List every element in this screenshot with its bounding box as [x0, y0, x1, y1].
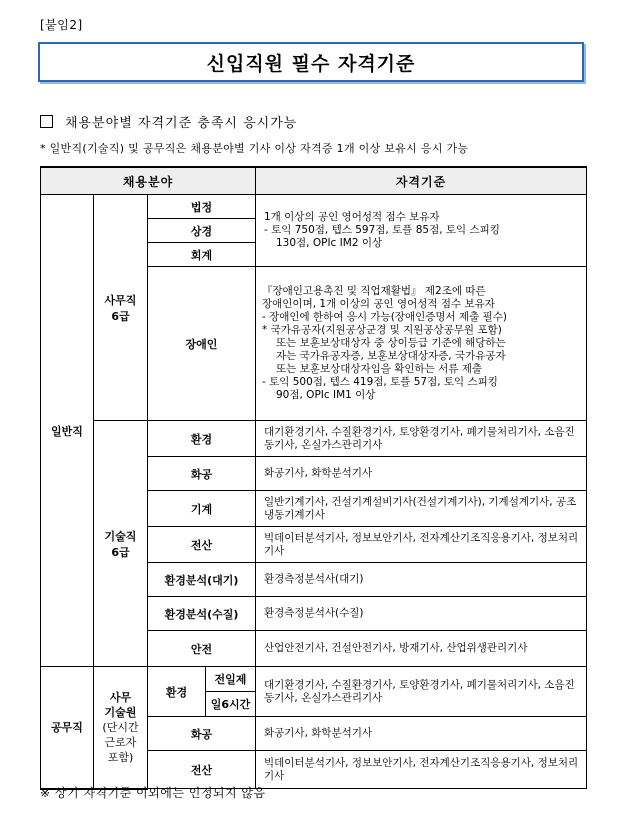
field-computing: 전산 [148, 527, 256, 563]
page-title-text: 신입직원 필수 자격기준 [206, 52, 416, 75]
criteria-line: 또는 보훈보상대상자 중 상이등급 기준에 해당하는 [276, 337, 506, 349]
subgroup-tech [94, 421, 148, 667]
office-label-1: 사무직 [104, 293, 137, 307]
header-field: 채용분야 [41, 167, 256, 195]
criteria-public-env: 대기환경기사, 수질환경기사, 토양환경기사, 폐기물처리기사, 소음진동기사, 온실가스관리기사 [256, 667, 587, 717]
criteria-public-chemical: 화공기사, 화학분석기사 [256, 717, 587, 751]
field-public-env-fulltime: 전일제 [206, 667, 256, 692]
criteria-line: 130점, OPIc IM2 이상 [276, 237, 383, 249]
criteria-line: 1개 이상의 공인 영어성적 점수 보유자 [264, 211, 440, 223]
field-commerce: 상경 [148, 219, 256, 243]
field-mechanical: 기계 [148, 491, 256, 527]
field-env-analysis-air: 환경분석(대기) [148, 563, 256, 597]
field-public-chemical: 화공 [148, 717, 256, 751]
subheading [40, 112, 297, 131]
page-title [38, 42, 584, 82]
criteria-disabled [256, 267, 587, 421]
criteria-mechanical: 일반기계기사, 건설기계설비기사(건설기계기사), 기계설계기사, 공조냉동기계기사 [256, 491, 587, 527]
office-label-2: 6급 [111, 309, 130, 323]
field-accounting: 회계 [148, 243, 256, 267]
header-criteria: 자격기준 [256, 167, 587, 195]
field-law: 법정 [148, 195, 256, 219]
criteria-line: - 장애인에 한하여 응시 가능(장애인증명서 제출 필수) [262, 311, 508, 323]
subheading-text: 채용분야별 자격기준 충족시 응시가능 [65, 116, 298, 131]
field-env-analysis-water: 환경분석(수질) [148, 597, 256, 631]
public-label-1: 사무 [109, 690, 132, 704]
field-public-computing: 전산 [148, 751, 256, 789]
table-row [41, 667, 587, 692]
eligibility-note: * 일반직(기술직) 및 공무직은 채용분야별 기사 이상 자격증 1개 이상 보유시 응시 가능 [40, 142, 469, 155]
criteria-environment: 대기환경기사, 수질환경기사, 토양환경기사, 폐기물처리기사, 소음진동기사, 온실가스관리기사 [256, 421, 587, 457]
criteria-computing: 빅데이터분석기사, 정보보안기사, 전자계산기조직응용기사, 정보처리기사 [256, 527, 587, 563]
criteria-line: 장애인이며, 1개 이상의 공인 영어성적 점수 보유자 [262, 298, 495, 310]
criteria-safety: 산업안전기사, 건설안전기사, 방재기사, 산업위생관리기사 [256, 631, 587, 667]
criteria-chemical: 화공기사, 화학분석기사 [256, 457, 587, 491]
group-public: 공무직 [41, 667, 94, 789]
footer-note: ※ 상기 자격기준 이외에는 인정되지 않음 [40, 786, 266, 800]
public-label-2: 기술원 [104, 705, 137, 719]
public-label-5: 포함) [107, 750, 134, 764]
group-general: 일반직 [41, 195, 94, 667]
field-environment: 환경 [148, 421, 256, 457]
criteria-line: 『장애인고용촉진 및 직업재활법』 제2조에 따른 [262, 285, 486, 297]
criteria-line: * 국가유공자(지원공상군경 및 지원공상공무원 포함) [262, 324, 502, 336]
criteria-office-shared [256, 195, 587, 267]
tech-label-2: 6급 [111, 545, 130, 559]
field-public-env: 환경 [148, 667, 206, 717]
tech-label-1: 기술직 [104, 529, 137, 543]
field-chemical: 화공 [148, 457, 256, 491]
subgroup-office [94, 195, 148, 421]
table-row [41, 421, 587, 457]
table-header-row [41, 167, 587, 195]
public-label-4: 근로자 [104, 735, 137, 749]
criteria-env-analysis-water: 환경측정분석사(수질) [256, 597, 587, 631]
field-public-env-parttime: 일6시간 [206, 692, 256, 717]
criteria-line: 자는 국가유공자증, 보훈보상대상자증, 국가유공자 [276, 350, 506, 362]
criteria-public-computing: 빅데이터분석기사, 정보보안기사, 전자계산기조직응용기사, 정보처리기사 [256, 751, 587, 789]
field-safety: 안전 [148, 631, 256, 667]
public-label-3: (단시간 [102, 720, 139, 734]
qualification-table [40, 166, 587, 790]
criteria-line: - 토익 500점, 텝스 419점, 토플 57점, 토익 스피킹 [262, 376, 498, 388]
attachment-label: [붙임2] [40, 18, 83, 32]
criteria-line: 또는 보훈보상대상자임을 확인하는 서류 제출 [276, 363, 483, 375]
criteria-line: 90점, OPIc IM1 이상 [276, 389, 376, 401]
subgroup-public [94, 667, 148, 789]
criteria-line: - 토익 750점, 텝스 597점, 토플 85점, 토익 스피킹 [264, 224, 500, 236]
criteria-env-analysis-air: 환경측정분석사(대기) [256, 563, 587, 597]
table-row [41, 195, 587, 219]
field-disabled: 장애인 [148, 267, 256, 421]
checkbox-square-icon [40, 115, 53, 128]
